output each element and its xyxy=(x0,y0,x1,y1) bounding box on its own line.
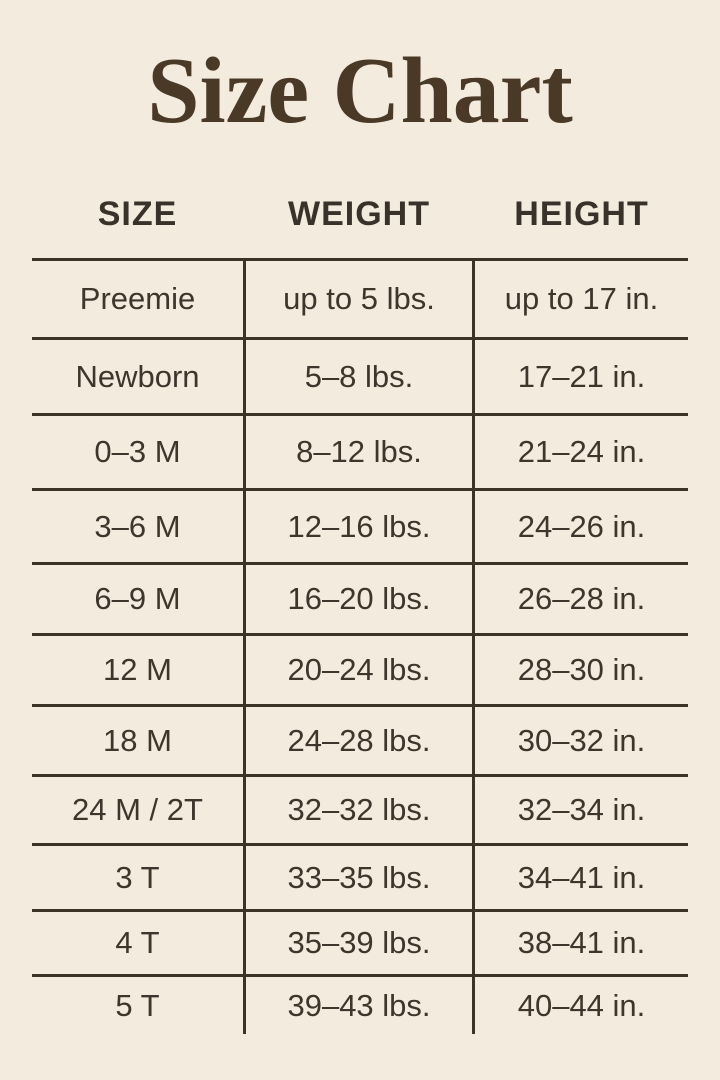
cell-height: 38–41 in. xyxy=(517,925,646,960)
cell-height: 26–28 in. xyxy=(517,581,646,616)
cell-size: Preemie xyxy=(79,281,196,316)
cell-size: 4 T xyxy=(115,925,160,960)
table-header-row xyxy=(32,138,688,258)
table-row-24m-2t xyxy=(32,774,688,843)
size-table xyxy=(32,138,688,1034)
cell-weight: 24–28 lbs. xyxy=(243,707,475,774)
table-row-3-6m xyxy=(32,488,688,562)
cell-weight: 5–8 lbs. xyxy=(243,340,475,413)
cell-height: 21–24 in. xyxy=(517,434,646,469)
table-row-5t xyxy=(32,974,688,1034)
table-row-4t xyxy=(32,909,688,974)
cell-weight: 20–24 lbs. xyxy=(243,636,475,704)
cell-size: 0–3 M xyxy=(94,434,181,469)
cell-weight: 32–32 lbs. xyxy=(243,777,475,843)
cell-height: 30–32 in. xyxy=(517,722,646,758)
table-row-12m xyxy=(32,633,688,704)
cell-height: 28–30 in. xyxy=(517,652,646,687)
cell-size: 5 T xyxy=(115,987,160,1023)
table-row-newborn xyxy=(32,337,688,413)
table-row-0-3m xyxy=(32,413,688,488)
cell-height: 24–26 in. xyxy=(517,508,646,544)
page-title: Size Chart xyxy=(147,39,573,143)
cell-weight: 35–39 lbs. xyxy=(243,912,475,974)
cell-weight: 33–35 lbs. xyxy=(243,846,475,909)
column-header-height: HEIGHT xyxy=(514,195,649,233)
table-row-18m xyxy=(32,704,688,774)
cell-weight: 12–16 lbs. xyxy=(243,491,475,562)
cell-height: 32–34 in. xyxy=(517,792,646,827)
table-row-6-9m xyxy=(32,562,688,633)
column-header-size: SIZE xyxy=(97,195,178,233)
cell-weight: 16–20 lbs. xyxy=(243,565,475,633)
cell-height: 17–21 in. xyxy=(517,358,646,394)
cell-height: 40–44 in. xyxy=(517,987,646,1023)
cell-weight: 39–43 lbs. xyxy=(243,977,475,1034)
cell-size: 18 M xyxy=(103,722,172,758)
cell-height: 34–41 in. xyxy=(517,859,646,895)
table-row-preemie xyxy=(32,258,688,337)
cell-size: 6–9 M xyxy=(94,581,181,616)
cell-size: 3–6 M xyxy=(94,508,181,544)
cell-weight: up to 5 lbs. xyxy=(243,261,475,337)
cell-size: 3 T xyxy=(115,859,160,895)
column-header-weight: WEIGHT xyxy=(288,195,430,233)
cell-size: 12 M xyxy=(103,652,172,687)
cell-weight: 8–12 lbs. xyxy=(243,416,475,488)
cell-size: Newborn xyxy=(75,358,200,394)
table-row-3t xyxy=(32,843,688,909)
cell-height: up to 17 in. xyxy=(504,281,659,316)
cell-size: 24 M / 2T xyxy=(72,792,203,827)
